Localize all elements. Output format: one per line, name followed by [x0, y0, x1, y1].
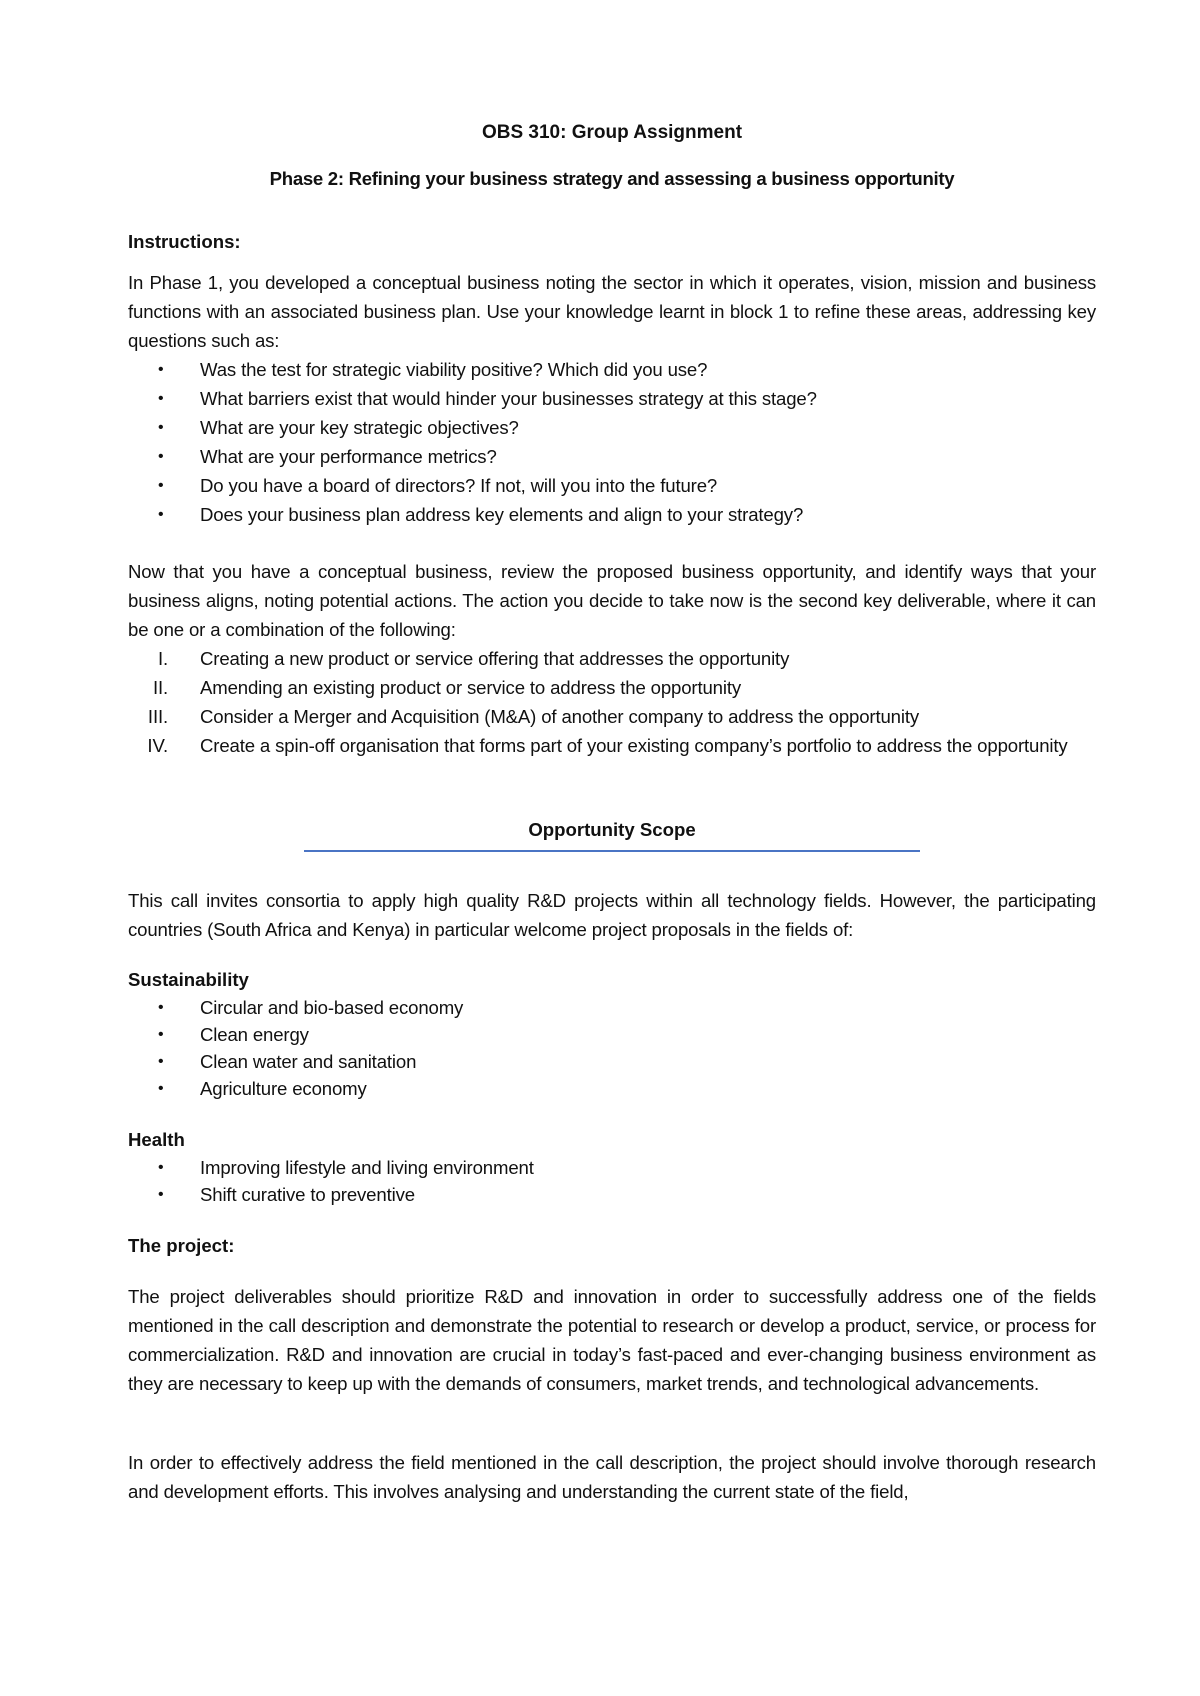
list-item: • Agriculture economy — [128, 1075, 1096, 1102]
project-paragraph-1: The project deliverables should prioritize R&D and innovation in order to successfully address one of the fields mentioned in the call description and demonstrate the potential to research or develop a product, service, or process for commercialization. R&D and innovation are crucial in today’s fast-paced and ever-changing business environment as they are necessary to keep up with the demands of consumers, market trends, and technological advancements. — [128, 1286, 1096, 1394]
list-item: IV. Create a spin-off organisation that forms part of your existing company’s portfolio to address the opportunity — [128, 731, 1096, 760]
list-item: • Improving lifestyle and living environment — [128, 1154, 1096, 1181]
instructions-heading: Instructions: — [128, 231, 241, 252]
list-item: • Was the test for strategic viability positive? Which did you use? — [128, 355, 1096, 384]
bullet-icon: • — [158, 506, 164, 523]
bullet-icon: • — [158, 361, 164, 378]
list-number: IV. — [147, 735, 168, 756]
project-paragraph-2: In order to effectively address the field mentioned in the call description, the project should involve thorough research and development efforts. This involves analysing and understanding the current state of the field, — [128, 1452, 1096, 1502]
sustainability-heading: Sustainability — [128, 969, 249, 990]
scope-divider — [304, 850, 920, 852]
document-page — [128, 118, 1096, 1506]
list-item: • What are your key strategic objectives? — [128, 413, 1096, 442]
questions-list — [128, 355, 1096, 529]
list-item: • Do you have a board of directors? If not, will you into the future? — [128, 471, 1096, 500]
list-number: III. — [147, 706, 168, 727]
bullet-icon: • — [158, 1159, 164, 1176]
document-title: OBS 310: Group Assignment — [481, 122, 743, 143]
bullet-icon: • — [158, 1080, 164, 1097]
list-item: • What barriers exist that would hinder your businesses strategy at this stage? — [128, 384, 1096, 413]
opportunity-intro: Now that you have a conceptual business, review the proposed business opportunity, and identify ways that your business aligns, noting potential actions. The action you decide to take now is the second key deliverable, where it can be one or a combination of the following: — [128, 561, 1096, 640]
sustainability-list — [128, 994, 1096, 1102]
bullet-icon: • — [158, 477, 164, 494]
bullet-icon: • — [158, 1026, 164, 1043]
scope-heading: Opportunity Scope — [528, 819, 696, 840]
list-item: • What are your performance metrics? — [128, 442, 1096, 471]
list-number: I. — [157, 648, 168, 669]
project-heading: The project: — [128, 1235, 235, 1256]
list-item: • Shift curative to preventive — [128, 1181, 1096, 1208]
list-item: I. Creating a new product or service offering that addresses the opportunity — [128, 644, 1096, 673]
bullet-icon: • — [158, 1186, 164, 1203]
document-subtitle: Phase 2: Refining your business strategy and assessing a business opportunity — [269, 168, 955, 189]
list-item: • Clean energy — [128, 1021, 1096, 1048]
list-item: III. Consider a Merger and Acquisition (M&A) of another company to address the opportunity — [128, 702, 1096, 731]
scope-intro: This call invites consortia to apply high quality R&D projects within all technology fields. However, the participating countries (South Africa and Kenya) in particular welcome project proposals in the fields of: — [128, 890, 1096, 940]
bullet-icon: • — [158, 999, 164, 1016]
list-item: • Does your business plan address key elements and align to your strategy? — [128, 500, 1096, 529]
bullet-icon: • — [158, 1053, 164, 1070]
bullet-icon: • — [158, 390, 164, 407]
bullet-icon: • — [158, 419, 164, 436]
list-item: • Circular and bio-based economy — [128, 994, 1096, 1021]
health-heading: Health — [128, 1129, 185, 1150]
health-list — [128, 1154, 1096, 1208]
options-list — [128, 644, 1096, 760]
bullet-icon: • — [158, 448, 164, 465]
list-number: II. — [152, 677, 168, 698]
list-item: • Clean water and sanitation — [128, 1048, 1096, 1075]
instructions-intro: In Phase 1, you developed a conceptual business noting the sector in which it operates, vision, mission and business functions with an associated business plan. Use your knowledge learnt in block 1 to refine these areas, addressing key questions such as: — [128, 272, 1096, 351]
list-item: II. Amending an existing product or service to address the opportunity — [128, 673, 1096, 702]
